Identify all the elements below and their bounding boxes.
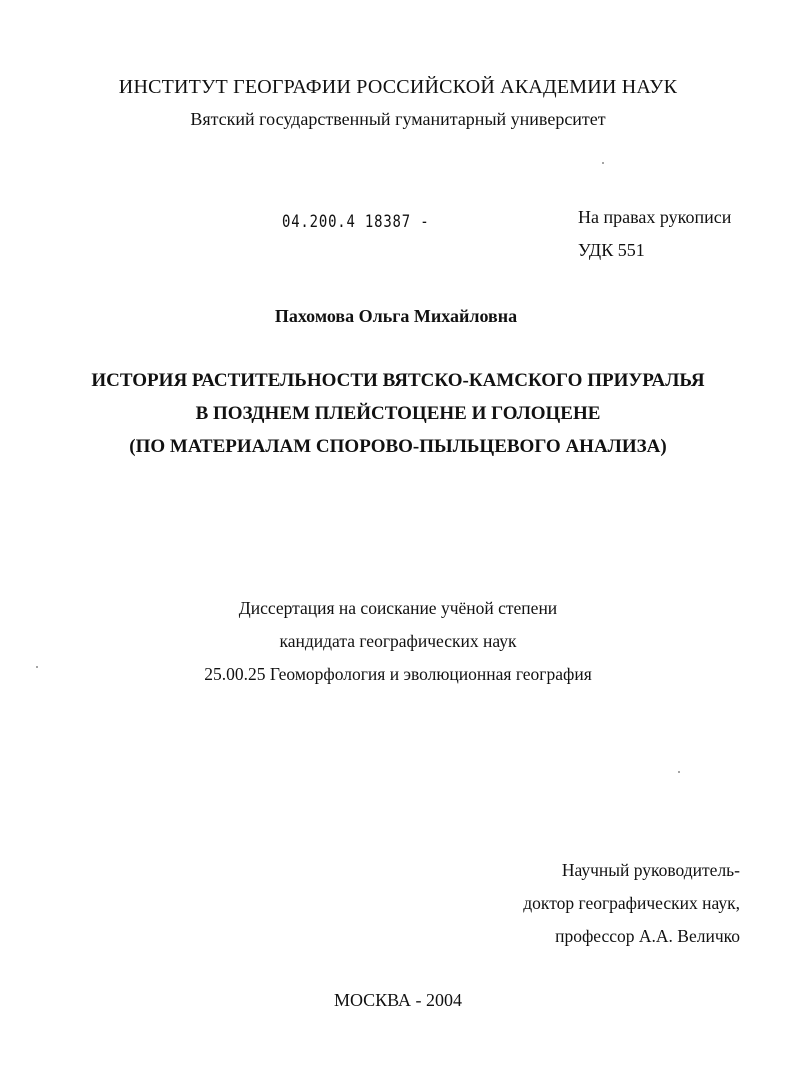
scan-speck	[602, 162, 604, 164]
dissertation-line: 25.00.25 Геоморфология и эволюционная география	[204, 664, 592, 684]
title-line: (ПО МАТЕРИАЛАМ СПОРОВО-ПЫЛЬЦЕВОГО АНАЛИЗА)	[129, 436, 667, 457]
institute-name: ИНСТИТУТ ГЕОГРАФИИ РОССИЙСКОЙ АКАДЕМИИ НАУК	[118, 76, 678, 98]
udk-code: УДК 551	[578, 240, 645, 260]
supervisor-line: профессор А.А. Величко	[555, 926, 740, 946]
scan-speck	[36, 666, 38, 668]
scan-speck	[678, 771, 680, 773]
registration-stamp: 04.200.4 18387 -	[282, 212, 430, 232]
author-name: Пахомова Ольга Михайловна	[274, 306, 518, 326]
university-name: Вятский государственный гуманитарный университет	[190, 109, 606, 129]
title-line: В ПОЗДНЕМ ПЛЕЙСТОЦЕНЕ И ГОЛОЦЕНЕ	[195, 403, 601, 424]
city-year: МОСКВА - 2004	[333, 990, 463, 1010]
rights-notice: На правах рукописи	[578, 207, 732, 227]
title-line: ИСТОРИЯ РАСТИТЕЛЬНОСТИ ВЯТСКО-КАМСКОГО ПРИУРАЛЬЯ	[91, 370, 705, 391]
dissertation-line: Диссертация на соискание учёной степени	[238, 598, 558, 618]
supervisor-line: доктор географических наук,	[523, 893, 740, 913]
supervisor-line: Научный руководитель-	[561, 860, 740, 880]
dissertation-line: кандидата географических наук	[279, 631, 517, 651]
